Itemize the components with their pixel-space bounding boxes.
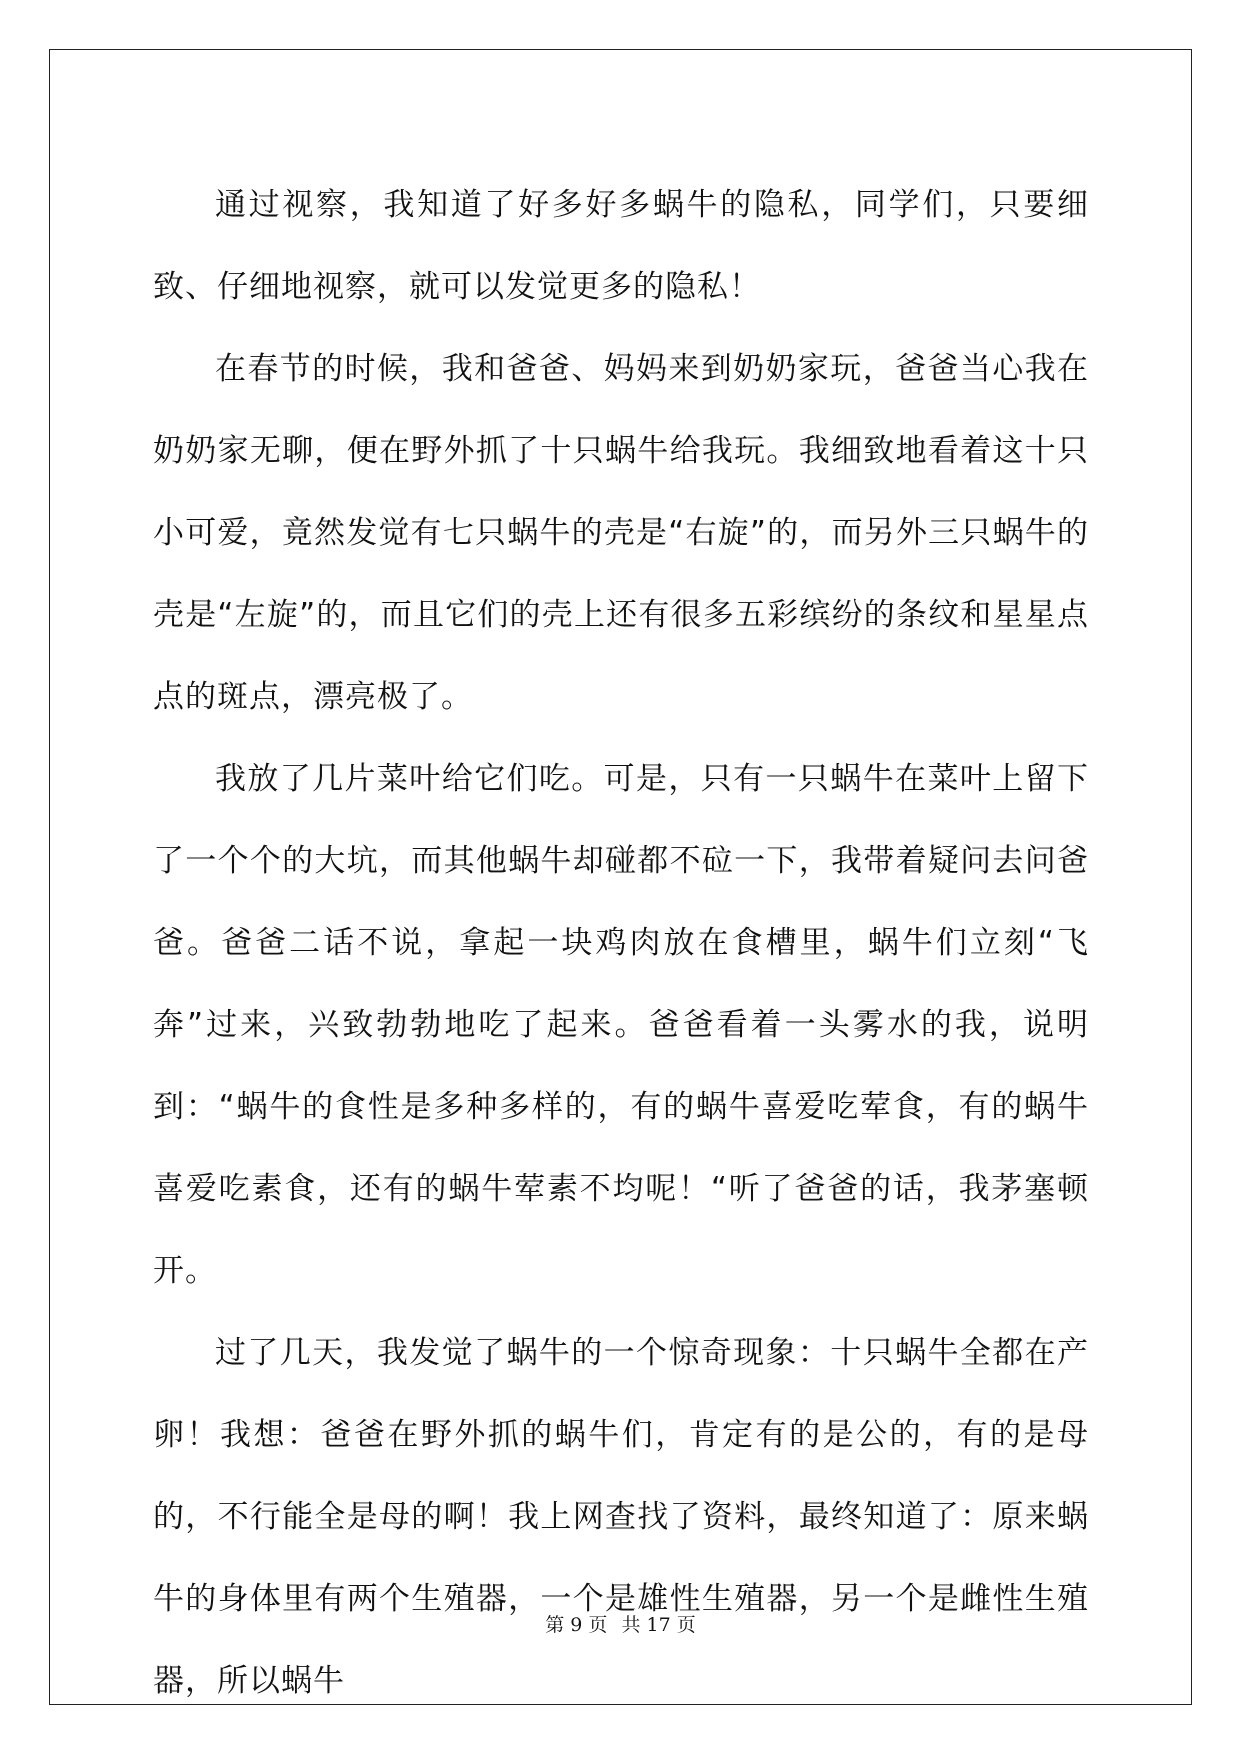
page-footer	[0, 1610, 1241, 1637]
total-pages: 共 17 页	[621, 1614, 696, 1636]
paragraph-1: 通过视察，我知道了好多好多蜗牛的隐私，同学们，只要细致、仔细地视察，就可以发觉更多的隐私！	[153, 187, 1089, 305]
paragraph-3: 我放了几片菜叶给它们吃。可是，只有一只蜗牛在菜叶上留下了一个个的大坑，而其他蜗牛却碰都不砬一下，我带着疑问去问爸爸。爸爸二话不说，拿起一块鸡肉放在食槽里，蜗牛们立刻“飞奔”过来，兴致勃勃地吃了起来。爸爸看着一头雾水的我，说明到：“蜗牛的食性是多种多样的，有的蜗牛喜爱吃荤食，有的蜗牛喜爱吃素食，还有的蜗牛荤素不均呢！“听了爸爸的话，我茅塞顿开。	[153, 761, 1089, 1289]
paragraph-4: 过了几天，我发觉了蜗牛的一个惊奇现象：十只蜗牛全都在产卵！我想：爸爸在野外抓的蜗牛们，肯定有的是公的，有的是母的，不行能全是母的啊！我上网查找了资料，最终知道了：原来蜗牛的身体里有两个生殖器，一个是雄性生殖器，另一个是雌性生殖器，所以蜗牛	[153, 1335, 1089, 1699]
paragraph-2: 在春节的时候，我和爸爸、妈妈来到奶奶家玩，爸爸当心我在奶奶家无聊，便在野外抓了十只蜗牛给我玩。我细致地看着这十只小可爱，竟然发觉有七只蜗牛的壳是“右旋”的，而另外三只蜗牛的壳是“左旋”的，而且它们的壳上还有很多五彩缤纷的条纹和星星点点的斑点，漂亮极了。	[153, 351, 1089, 715]
document-body	[153, 164, 1089, 1722]
page-number: 第 9 页	[545, 1614, 608, 1636]
